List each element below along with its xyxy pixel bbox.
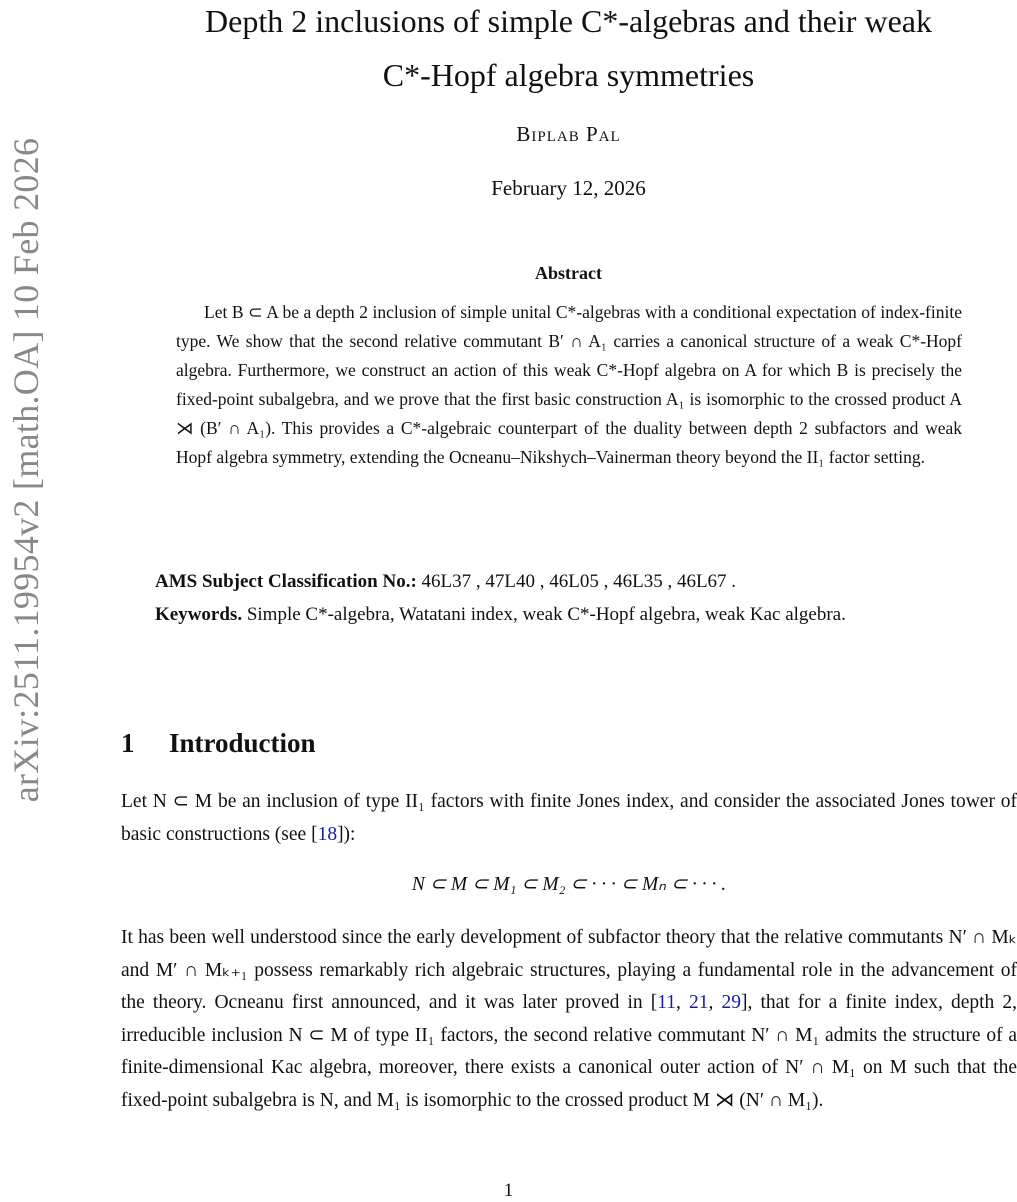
- citation-link[interactable]: 21: [688, 992, 709, 1013]
- abstract-heading: Abstract: [535, 263, 602, 283]
- title-line-2: C*-Hopf algebra symmetries: [382, 57, 755, 93]
- intro-p1-text-a: Let N ⊂ M be an inclusion of type II₁ factors with finite Jones index, and consider the associated Jones tower of basic constructions (see [: [121, 791, 1017, 845]
- title-line-1: Depth 2 inclusions of simple C*-algebras and their weak: [205, 3, 932, 39]
- keywords-line: [155, 604, 1017, 626]
- section-heading-introduction: [121, 728, 316, 759]
- citation-separator: ,: [676, 992, 689, 1013]
- citation-link[interactable]: 29: [721, 992, 741, 1013]
- citation-link[interactable]: 18: [317, 823, 338, 845]
- paper-title: [120, 0, 1017, 102]
- publication-date: February 12, 2026: [491, 176, 646, 200]
- arxiv-identifier: arXiv:2511.19954v2 [math.OA] 10 Feb 2026: [6, 137, 46, 803]
- arxiv-side-stamp: [0, 0, 52, 860]
- section-title: Introduction: [169, 728, 316, 758]
- intro-paragraph-2: [121, 922, 1017, 1117]
- ams-codes: 46L37 , 47L40 , 46L05 , 46L35 , 46L67 .: [421, 571, 737, 592]
- ams-label: AMS Subject Classification No.:: [155, 571, 417, 592]
- abstract-text: Let B ⊂ A be a depth 2 inclusion of simple unital C*-algebras with a conditional expectation of index-finite type. We show that the second relative commutant B′ ∩ A₁ carries a canonical structure of a weak C*-Hopf algebra. Furthermore, we construct an action of this weak C*-Hopf algebra on A for which B is precisely the fixed-point subalgebra, and we prove that the first basic construction A₁ is isomorphic to the crossed product A ⋊ (B′ ∩ A₁). This provides a C*-algebraic counterpart of the duality between depth 2 subfactors and weak Hopf algebra symmetry, extending the Ocneanu–Nikshych–Vainerman theory beyond the II₁ factor setting.: [176, 302, 962, 467]
- keywords-label: Keywords.: [155, 604, 243, 625]
- citation-link[interactable]: 11: [657, 992, 676, 1013]
- intro-paragraph-1: [121, 786, 1017, 851]
- page-number: 1: [503, 1180, 514, 1201]
- display-equation: N ⊂ M ⊂ M₁ ⊂ M₂ ⊂ · · · ⊂ Mₙ ⊂ · · · .: [411, 874, 727, 895]
- intro-p2-text-b: ], that for a finite index, depth 2, irreducible inclusion N ⊂ M of type II₁ factors, the second relative commutant N′ ∩ M₁ admits the structure of a finite-dimensional Kac algebra, moreover, there exists a canonical outer action of N′ ∩ M₁ on M such that the fixed-point subalgebra is N, and M₁ is isomorphic to the crossed product M ⋊ (N′ ∩ M₁).: [121, 992, 1017, 1111]
- intro-p1-text-b: ]):: [337, 823, 356, 845]
- section-number: 1: [121, 728, 135, 758]
- author-name: Biplab Pal: [516, 122, 621, 146]
- keywords-value: Simple C*-algebra, Watatani index, weak C*-Hopf algebra, weak Kac algebra.: [246, 604, 846, 625]
- citation-separator: ,: [708, 992, 722, 1013]
- ams-classification: [155, 571, 1017, 593]
- intro-p2-text-a: It has been well understood since the early development of subfactor theory that the relative commutants N′ ∩ Mₖ and M′ ∩ Mₖ₊₁ possess remarkably rich algebraic structures, playing a fundamental role in the advancement of the theory. Ocneanu first announced, and it was later proved in [: [121, 927, 1017, 1013]
